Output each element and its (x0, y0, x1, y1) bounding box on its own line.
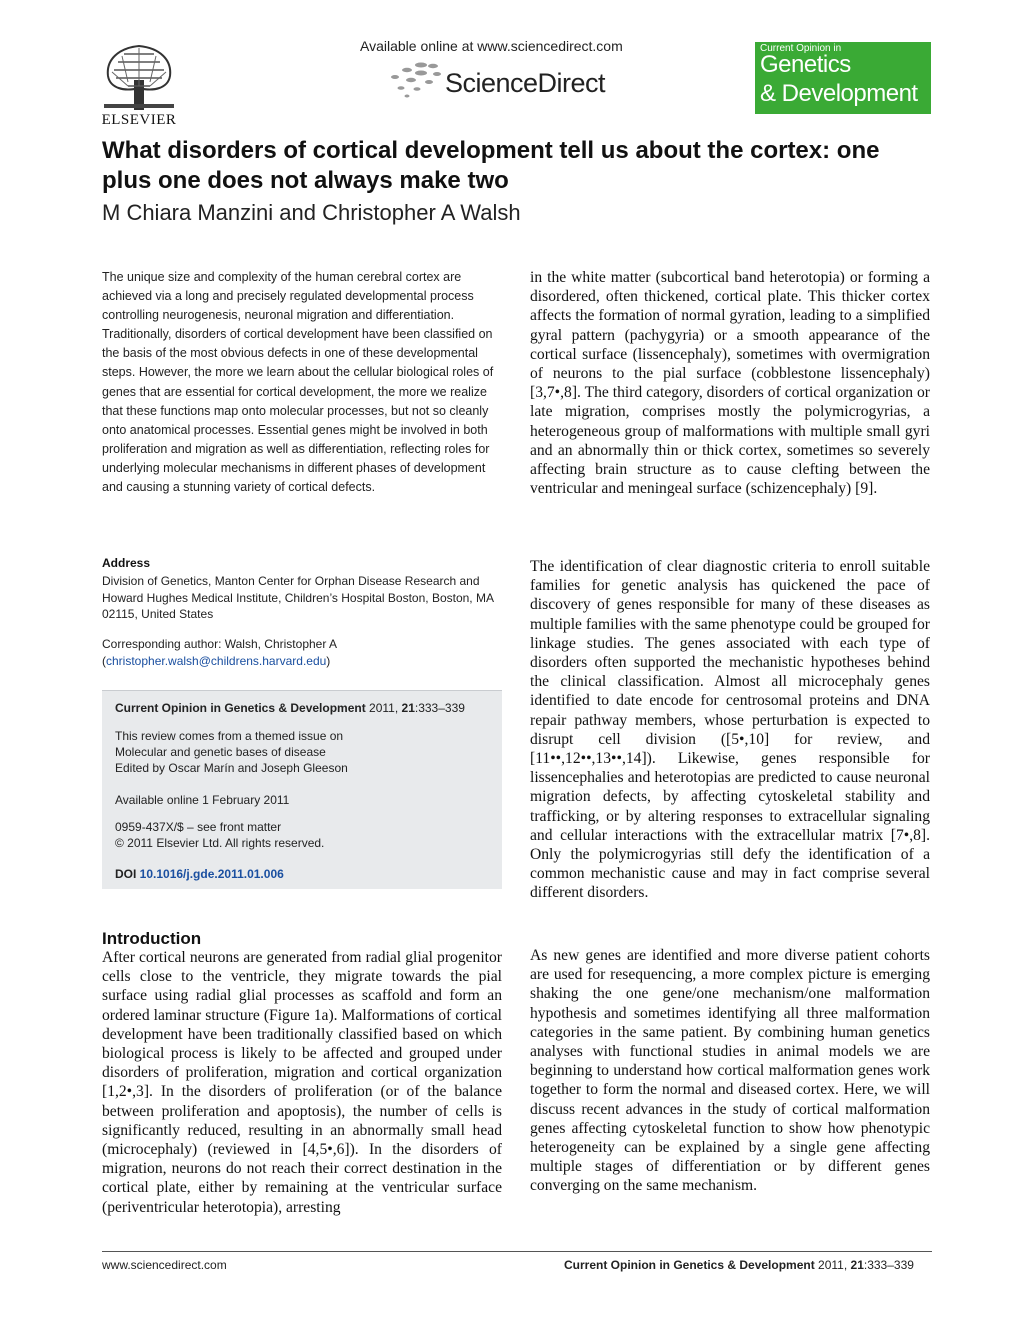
info-journal: Current Opinion in Genetics & Development (115, 701, 366, 715)
info-copyright: © 2011 Elsevier Ltd. All rights reserved. (115, 836, 325, 850)
sciencedirect-wordmark: ScienceDirect (445, 68, 606, 98)
article-title: What disorders of cortical development tell us about the cortex: one plus one does not always make two (102, 137, 880, 194)
doi-label: DOI (115, 867, 140, 881)
corresponding-author-email-line (102, 653, 502, 670)
journal-badge-line1: Genetics (760, 51, 851, 78)
info-volume: 21 (401, 701, 415, 715)
footer-url[interactable]: www.sciencedirect.com (102, 1258, 227, 1272)
journal-badge-prefix: Current Opinion in (760, 43, 842, 54)
article-info-box (102, 690, 502, 889)
doi-link[interactable]: 10.1016/j.gde.2011.01.006 (139, 867, 284, 881)
elsevier-tree-icon (98, 42, 180, 112)
info-year: 2011, (365, 701, 402, 715)
address-heading: Address (102, 556, 151, 570)
body-paragraph: As new genes are identified and more diverse patient cohorts are used for resequencing, a more complex picture is emerging shaking the one gene/one mechanism/one malformation hypothesis and sometimes identifying all three malformation categories in the same patient. By combining human genetics analyses with functional studies in animal models we are beginning to understand how cortical malformation genes work together to form the normal and diseased cortex. Here, we will discuss recent advances in the study of cortical malformation genes affecting cytoskeletal function to show how phenotypic heterogeneity can be explained by a single gene affecting multiple stages of differentiation or by different genes converging on the same mechanism. (530, 947, 930, 1195)
email-open-paren: ( (102, 654, 106, 668)
info-doi (115, 867, 284, 881)
abstract: The unique size and complexity of the human cerebral cortex are achieved via a long and precisely regulated developmental process controlling neurogenesis, neuronal migration and differentiation. Traditionally, disorders of cortical development have been classified on the basis of the most obvious defects in one of these developmental steps. However, the more we learn about the cellular biological roles of genes that are essential for cortical development, the more we realize that these functions map onto molecular processes, but not so cleanly onto anatomical processes. Essential genes might be involved in both proliferation and migration as well as differentiation, reflecting roles for underlying molecular mechanisms in different phases of development and causing a stunning variety of cortical defects. (102, 270, 494, 495)
body-paragraph: The identification of clear diagnostic criteria to enroll suitable families for genetic analysis has quickened the pace of discovery of genes responsible for many of these diseases as multiple families with the same phenotype could be grouped for linkage studies. The genes associated with each type of disorders often supported the mechanistic hypotheses behind the clinical classification. Almost all microcephaly genes identified to date encode for centrosomal proteins and DNA repair pathway members, whose perturbation is expected to disrupt cell division ([5•,10] for review, and [11••,12••,13••,14]). Likewise, genes responsible for lissencephalies and heterotopias are predicted to cause neuronal migration defects, by affecting cytoskeletal stability and trafficking, or by altering responses to extracellular signaling and cellular interactions with the extracellular matrix [7•,8]. Only the polymicrogyrias still defy the identification of a common mechanistic cause and may in fact comprise several different disorders. (530, 558, 930, 902)
footer-pages: :333–339 (863, 1258, 914, 1272)
publisher-name: ELSEVIER (101, 112, 177, 128)
info-citation (115, 701, 465, 715)
introduction-paragraph: After cortical neurons are generated from radial glial progenitor cells close to the ventricle, they migrate towards the pial surface using radial glial processes as scaffold and form an ordered laminar structure (Figure 1a). Malformations of cortical development have been traditionally classified based on which biological process is likely to be affected and grouped under disorders of proliferation, migration and cortical organization [1,2•,3]. In the disorders of proliferation (or of the balance between proliferation and apoptosis), the number of cells is significantly reduced, resulting in an abnormally small head (microcephaly) (reviewed in [4,5•,6]). In the disorders of migration, neurons do not reach their correct destination in the cortical plate, either by remaining at the ventricular surface (periventricular heterotopia), arresting (102, 949, 502, 1216)
available-online-text[interactable]: Available online at www.sciencedirect.com (360, 38, 623, 54)
info-available-online: Available online 1 February 2011 (115, 793, 290, 807)
corresponding-author (102, 636, 502, 670)
footer-divider (102, 1251, 932, 1252)
footer-volume: 21 (850, 1258, 864, 1272)
info-issn: 0959-437X/$ – see front matter (115, 820, 282, 834)
section-heading-introduction: Introduction (102, 929, 202, 948)
journal-badge[interactable] (755, 42, 931, 114)
info-theme-line: This review comes from a themed issue on (115, 729, 344, 743)
info-editors: Edited by Oscar Marín and Joseph Gleeson (115, 761, 348, 775)
body-paragraph: in the white matter (subcortical band heterotopia) or forming a disordered, often thickened, cortical plate. This thicker cortex affects the formation of normal gyration, leading to a simplified gyral pattern (pachygyria) or a smooth appearance of the cortical surface (lissencephaly), sometimes with overmigration of neurons to the pial surface (cobblestone lissencephaly) [3,7•,8]. The third category, disorders of cortical organization or late migration, comprises mostly the polymicrogyrias, a heterogeneous group of malformations with multiple small gyri and an abnormally thin or thick cortex, sometimes so severely affecting brain structure as to cause clefting between the ventricular and meningeal surface (schizencephaly) [9]. (530, 269, 930, 498)
info-theme-title: Molecular and genetic bases of disease (115, 745, 326, 759)
footer-year: 2011, (814, 1258, 851, 1272)
journal-badge-line2: & Development (760, 80, 918, 107)
footer-journal: Current Opinion in Genetics & Development (564, 1258, 815, 1272)
sciencedirect-logo[interactable] (385, 60, 625, 104)
elsevier-logo (98, 42, 180, 130)
sciencedirect-dots-icon (385, 60, 445, 100)
article-authors: M Chiara Manzini and Christopher A Walsh (102, 200, 521, 225)
corresponding-author-email[interactable]: christopher.walsh@childrens.harvard.edu (106, 654, 327, 668)
footer-citation (564, 1258, 914, 1272)
corresponding-author-label: Corresponding author: Walsh, Christopher A (102, 637, 338, 651)
email-close-paren: ) (326, 654, 331, 668)
info-pages: :333–339 (414, 701, 465, 715)
address-text: Division of Genetics, Manton Center for Orphan Disease Research and Howard Hughes Medical Institute, Children’s Hospital Boston, Boston, MA 02115, United States (102, 574, 494, 621)
